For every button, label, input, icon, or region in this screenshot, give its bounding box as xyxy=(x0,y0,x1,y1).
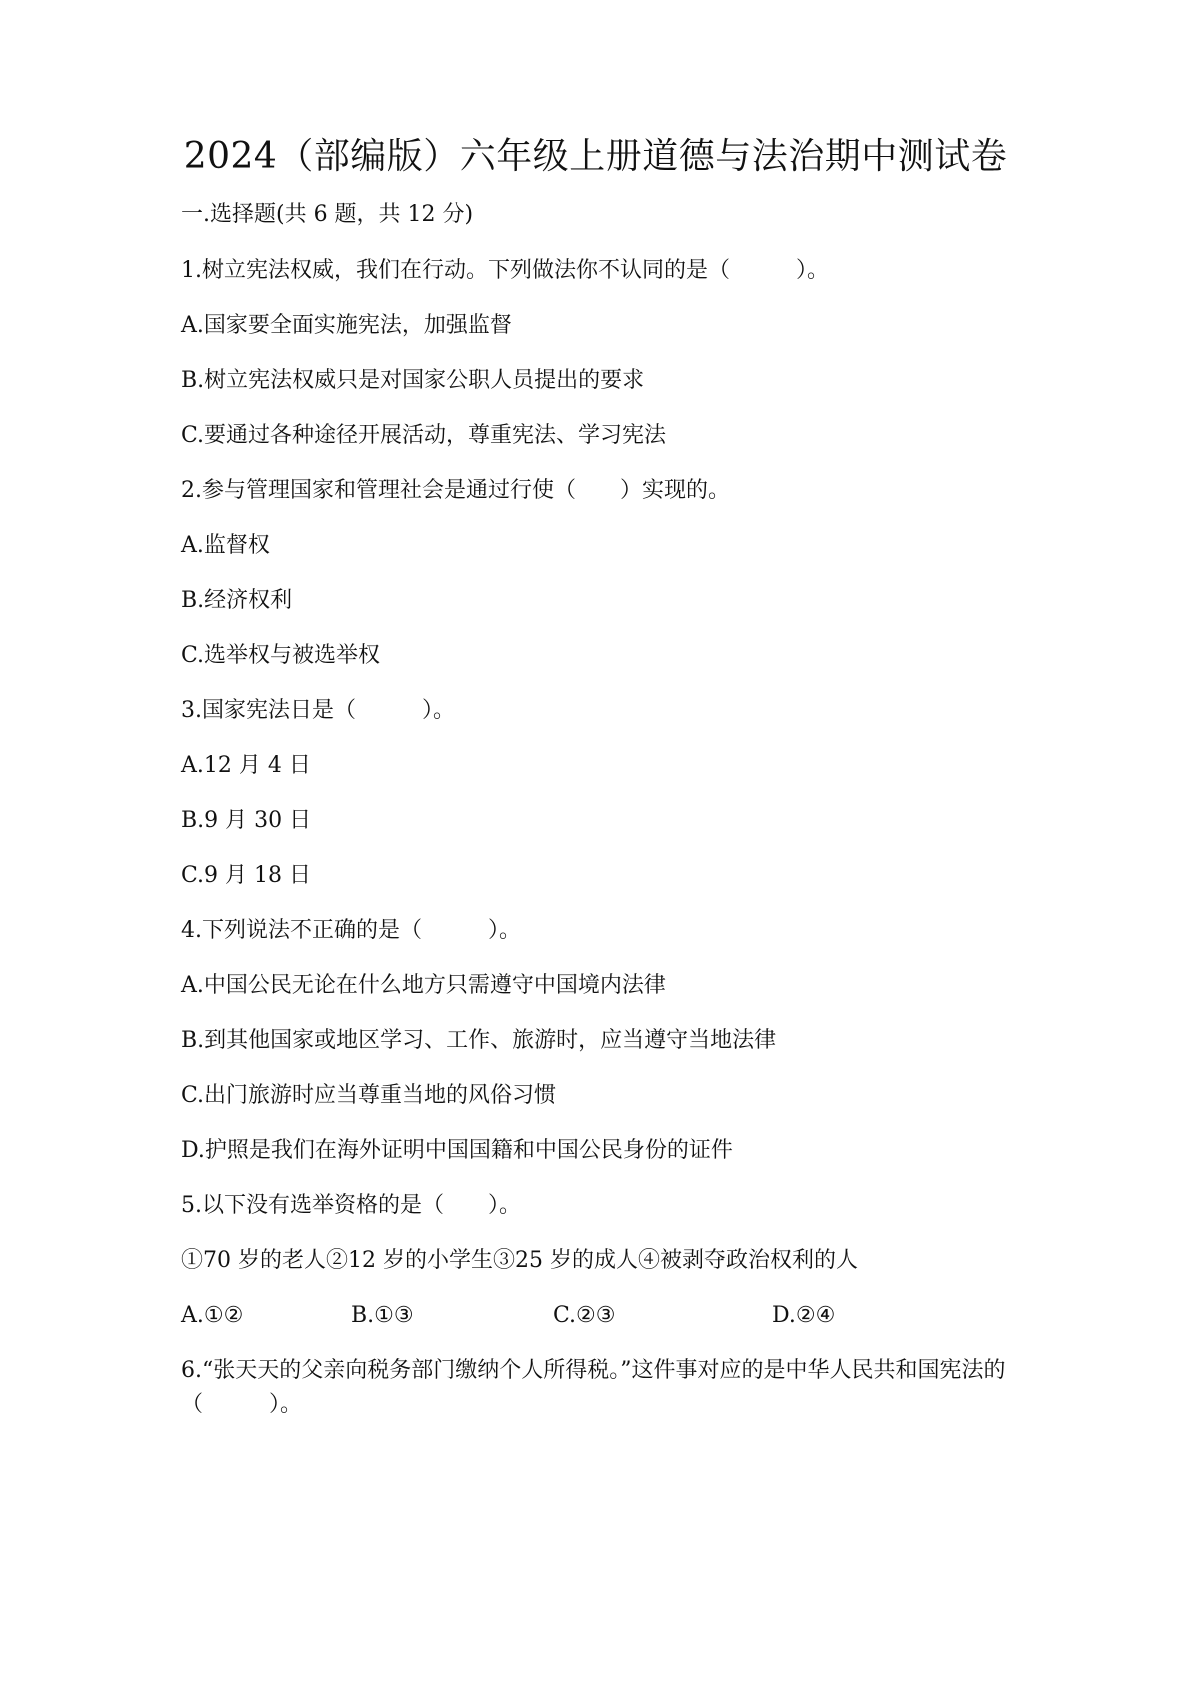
question-2-option-c: C.选举权与被选举权 xyxy=(181,643,381,668)
question-2-option-b: B.经济权利 xyxy=(181,588,293,613)
question-5-stem: 5.以下没有选举资格的是（ ）。 xyxy=(181,1193,521,1218)
question-3-option-c: C.9 月 18 日 xyxy=(181,863,312,888)
question-5-option-d: D.②④ xyxy=(772,1303,836,1328)
question-2-stem: 2.参与管理国家和管理社会是通过行使（ ）实现的。 xyxy=(181,478,730,503)
section-heading: 一.选择题(共 6 题，共 12 分) xyxy=(181,202,474,227)
question-3-option-b: B.9 月 30 日 xyxy=(181,808,312,833)
question-1-option-c: C.要通过各种途径开展活动，尊重宪法、学习宪法 xyxy=(181,423,667,448)
question-4-stem: 4.下列说法不正确的是（ ）。 xyxy=(181,918,521,943)
question-6-stem: 6.“张天天的父亲向税务部门缴纳个人所得税。”这件事对应的是中华人民共和国宪法的（ ）。 xyxy=(181,1358,1006,1417)
question-5-option-c: C.②③ xyxy=(553,1303,616,1328)
question-5-options xyxy=(181,1301,941,1331)
question-4-option-d: D.护照是我们在海外证明中国国籍和中国公民身份的证件 xyxy=(181,1138,733,1163)
page-title: 2024（部编版）六年级上册道德与法治期中测试卷 xyxy=(183,136,1008,177)
question-5-option-a: A.①② xyxy=(181,1303,244,1328)
question-5-info: ①70 岁的老人②12 岁的小学生③25 岁的成人④被剥夺政治权利的人 xyxy=(181,1248,858,1273)
question-1-option-b: B.树立宪法权威只是对国家公职人员提出的要求 xyxy=(181,368,645,393)
question-3-option-a: A.12 月 4 日 xyxy=(181,753,311,778)
question-1-stem: 1.树立宪法权威，我们在行动。下列做法你不认同的是（ ）。 xyxy=(181,258,829,283)
question-3-stem: 3.国家宪法日是（ ）。 xyxy=(181,698,455,723)
question-4-option-a: A.中国公民无论在什么地方只需遵守中国境内法律 xyxy=(181,973,666,998)
question-4-option-c: C.出门旅游时应当尊重当地的风俗习惯 xyxy=(181,1083,557,1108)
question-4-option-b: B.到其他国家或地区学习、工作、旅游时，应当遵守当地法律 xyxy=(181,1028,777,1053)
question-1-option-a: A.国家要全面实施宪法，加强监督 xyxy=(181,313,512,338)
question-5-option-b: B.①③ xyxy=(351,1303,414,1328)
question-2-option-a: A.监督权 xyxy=(181,533,270,558)
